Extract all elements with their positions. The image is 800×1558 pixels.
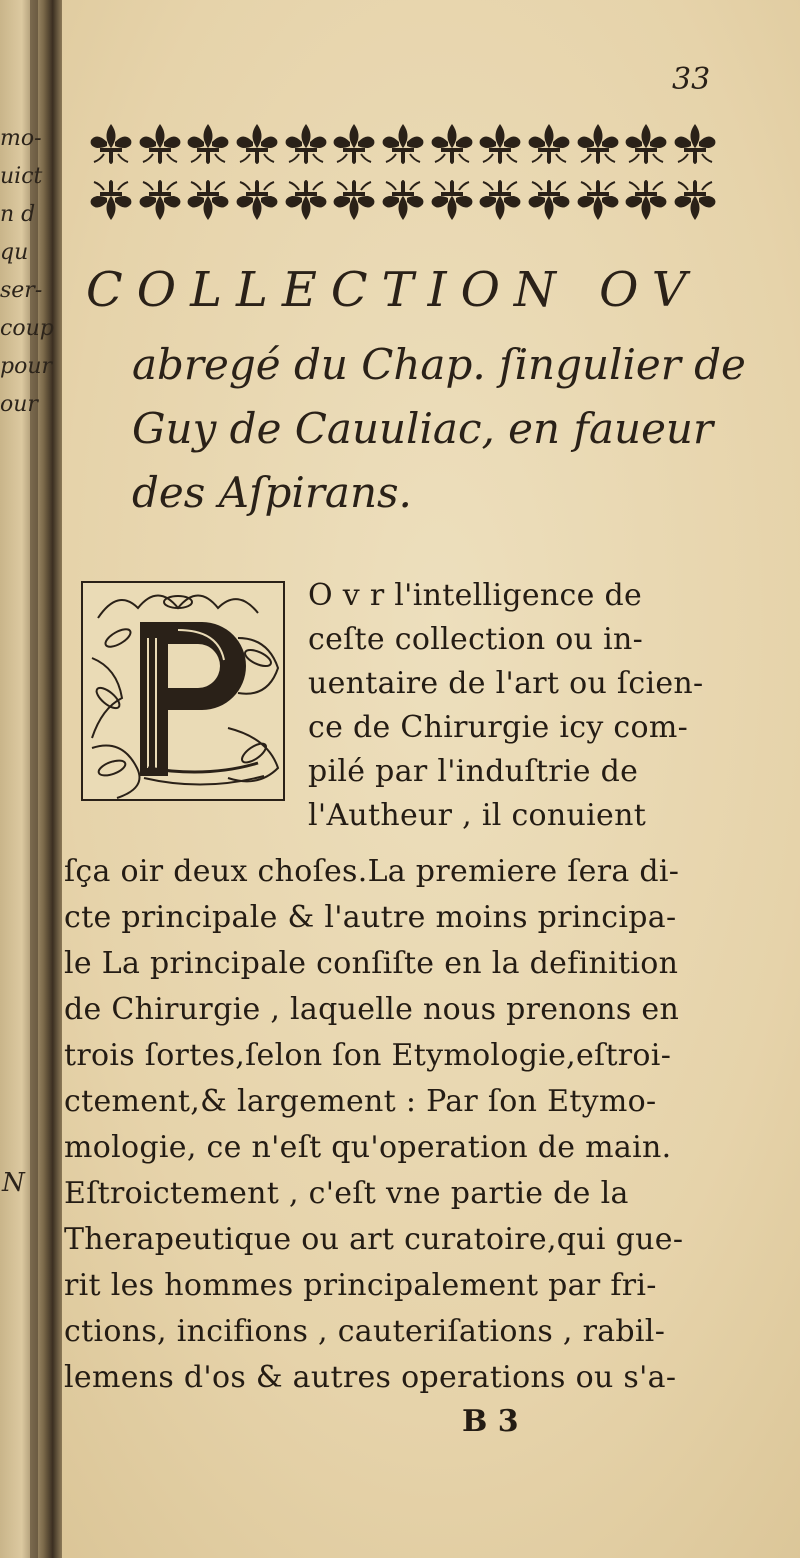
previous-page-fragments [0, 120, 54, 424]
heading-subtitle-line: abregé du Chap. ſingulier de [132, 340, 746, 389]
fleur-de-lis-icon [185, 120, 231, 168]
text-line: pilé par l'induſtrie de [308, 754, 639, 789]
text-line: uentaire de l'art ou ſcien- [308, 666, 704, 701]
fleur-de-lis-icon [672, 176, 718, 224]
fleur-de-lis-icon [234, 120, 280, 168]
text-line: ctement,& largement : Par ſon Etymo- [64, 1084, 657, 1119]
text-line: l'Autheur , il conuient [308, 798, 647, 833]
fleur-de-lis-icon [331, 120, 377, 168]
text-line: mologie, ce n'eſt qu'operation de main. [64, 1130, 672, 1165]
prev-fragment: uict [0, 164, 43, 189]
text-line: ceſte collection ou in- [308, 622, 644, 657]
fleuron-band [88, 118, 718, 226]
prev-fragment: pour [0, 354, 53, 379]
fleur-de-lis-icon [331, 176, 377, 224]
prev-fragment: ser- [0, 278, 43, 303]
text-line: lemens d'os & autres operations ou s'a- [64, 1360, 677, 1395]
text-line: ctions, incifions , cauteriſations , rabil- [64, 1314, 666, 1349]
text-line: de Chirurgie , laquelle nous prenons en [64, 992, 680, 1027]
heading-title: COLLECTION OV [86, 262, 701, 318]
fleur-de-lis-icon [429, 176, 475, 224]
fleur-de-lis-icon [575, 176, 621, 224]
text-line: O v r l'intelligence de [308, 578, 643, 613]
fleur-de-lis-icon [477, 120, 523, 168]
text-line: ce de Chirurgie icy com- [308, 710, 689, 745]
fleur-de-lis-icon [526, 120, 572, 168]
heading-subtitle-line: des Aſpirans. [132, 468, 412, 517]
fleur-de-lis-icon [137, 120, 183, 168]
fleur-de-lis-icon [623, 176, 669, 224]
fleur-de-lis-icon [380, 120, 426, 168]
fleur-de-lis-icon [429, 120, 475, 168]
heading-subtitle-line: Guy de Cauuliac, en faueur [132, 404, 714, 453]
fleur-de-lis-icon [672, 120, 718, 168]
fleur-de-lis-icon [575, 120, 621, 168]
decorated-initial-p [78, 578, 288, 804]
prev-fragment: coup [0, 316, 54, 341]
fleuron-row-top [88, 118, 718, 170]
fleur-de-lis-icon [88, 176, 134, 224]
fleur-de-lis-icon [526, 176, 572, 224]
fleur-de-lis-icon [88, 120, 134, 168]
prev-fragment: mo- [0, 126, 42, 151]
fleur-de-lis-icon [380, 176, 426, 224]
fleur-de-lis-icon [283, 120, 329, 168]
text-line: Eſtroictement , c'eſt vne partie de la [64, 1176, 629, 1211]
text-line: trois ſortes,ſelon ſon Etymologie,eſtroi- [64, 1038, 672, 1073]
text-line: le La principale conſiſte en la definition [64, 946, 679, 981]
fleur-de-lis-icon [234, 176, 280, 224]
fleur-de-lis-icon [185, 176, 231, 224]
text-line: ſça oir deux choſes.La premiere ſera di- [64, 854, 680, 889]
text-line: rit les hommes principalement par fri- [64, 1268, 657, 1303]
signature-mark: B 3 [462, 1404, 519, 1439]
page-number: 33 [672, 62, 711, 97]
prev-fragment: our [0, 392, 38, 417]
text-line: Therapeutique ou art curatoire,qui gue- [64, 1222, 684, 1257]
prev-fragment: n d [0, 202, 36, 227]
text-line: cte principale & l'autre moins principa- [64, 900, 677, 935]
fleur-de-lis-icon [283, 176, 329, 224]
fleuron-row-bottom [88, 174, 718, 226]
prev-fragment: qu [0, 240, 29, 265]
fleur-de-lis-icon [477, 176, 523, 224]
fleur-de-lis-icon [137, 176, 183, 224]
fleur-de-lis-icon [623, 120, 669, 168]
prev-page-letter: N [2, 1168, 25, 1198]
